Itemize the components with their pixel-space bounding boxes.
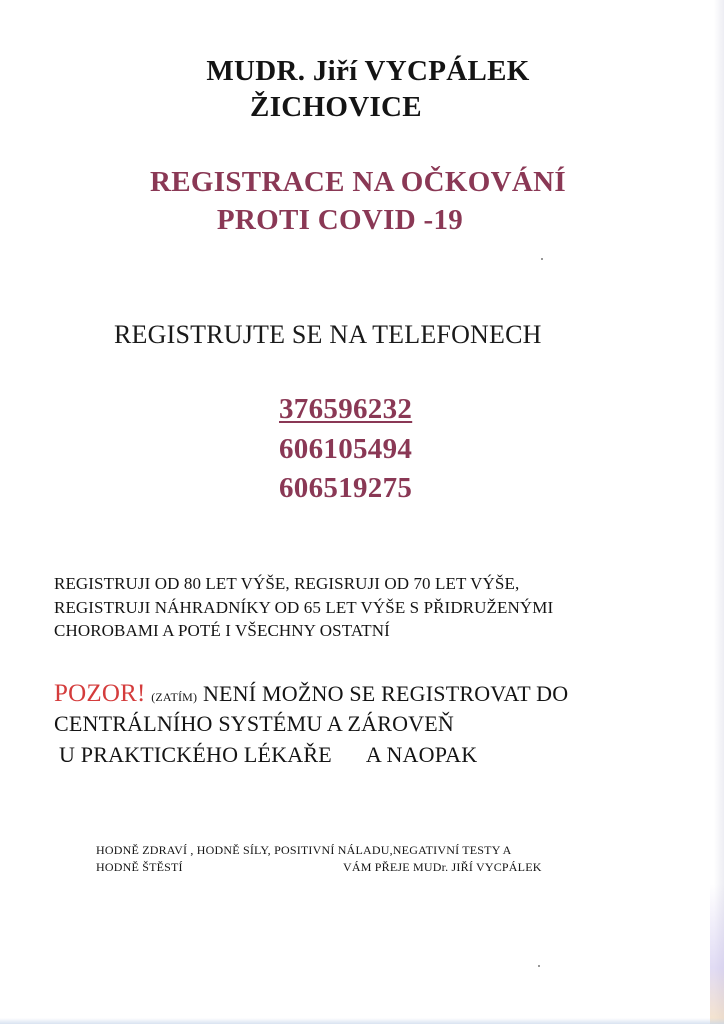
scan-edge-shadow	[714, 0, 724, 1024]
closing-line-2: HODNĚ ŠTĚSTÍ	[96, 860, 183, 874]
closing-signature: VÁM PŘEJE MUDr. JIŘÍ VYCPÁLEK	[343, 860, 542, 874]
scan-speck	[538, 965, 540, 967]
warning-pozor: POZOR!	[54, 680, 146, 707]
warning-line-1	[54, 680, 568, 708]
warning-zatim: (ZATÍM)	[151, 690, 198, 704]
title-line-2: PROTI COVID -19	[216, 204, 464, 236]
warning-line-3b: A NAOPAK	[365, 742, 478, 767]
phone-number-3: 606519275	[279, 472, 413, 504]
phone-number-1: 376596232	[279, 393, 413, 425]
scan-edge-corner	[710, 884, 724, 1024]
scan-speck	[541, 258, 543, 260]
scan-edge-bottom	[0, 1018, 724, 1024]
info-line-2: REGISTRUJI NÁHRADNÍKY OD 65 LET VÝŠE S PŘIDRUŽENÝMI	[54, 598, 554, 617]
title-line-1: REGISTRACE NA OČKOVÁNÍ	[150, 166, 566, 198]
warning-line-3a: U PRAKTICKÉHO LÉKAŘE	[59, 742, 332, 767]
town-name: ŽICHOVICE	[250, 91, 422, 123]
warning-line-1-text: NENÍ MOŽNO SE REGISTROVAT DO	[202, 681, 569, 706]
doctor-name: MUDR. Jiří VYCPÁLEK	[206, 55, 530, 87]
warning-line-3	[59, 742, 477, 768]
info-line-3: CHOROBAMI A POTÉ I VŠECHNY OSTATNÍ	[54, 621, 390, 640]
registration-label: REGISTRUJTE SE NA TELEFONECH	[114, 320, 542, 349]
warning-line-2: CENTRÁLNÍHO SYSTÉMU A ZÁROVEŇ	[54, 711, 454, 736]
info-line-1: REGISTRUJI OD 80 LET VÝŠE, REGISRUJI OD 70 LET VÝŠE,	[54, 574, 520, 593]
closing-line-1: HODNĚ ZDRAVÍ , HODNĚ SÍLY, POSITIVNÍ NÁLADU,NEGATIVNÍ TESTY A	[96, 843, 512, 857]
phone-number-2: 606105494	[279, 433, 413, 465]
